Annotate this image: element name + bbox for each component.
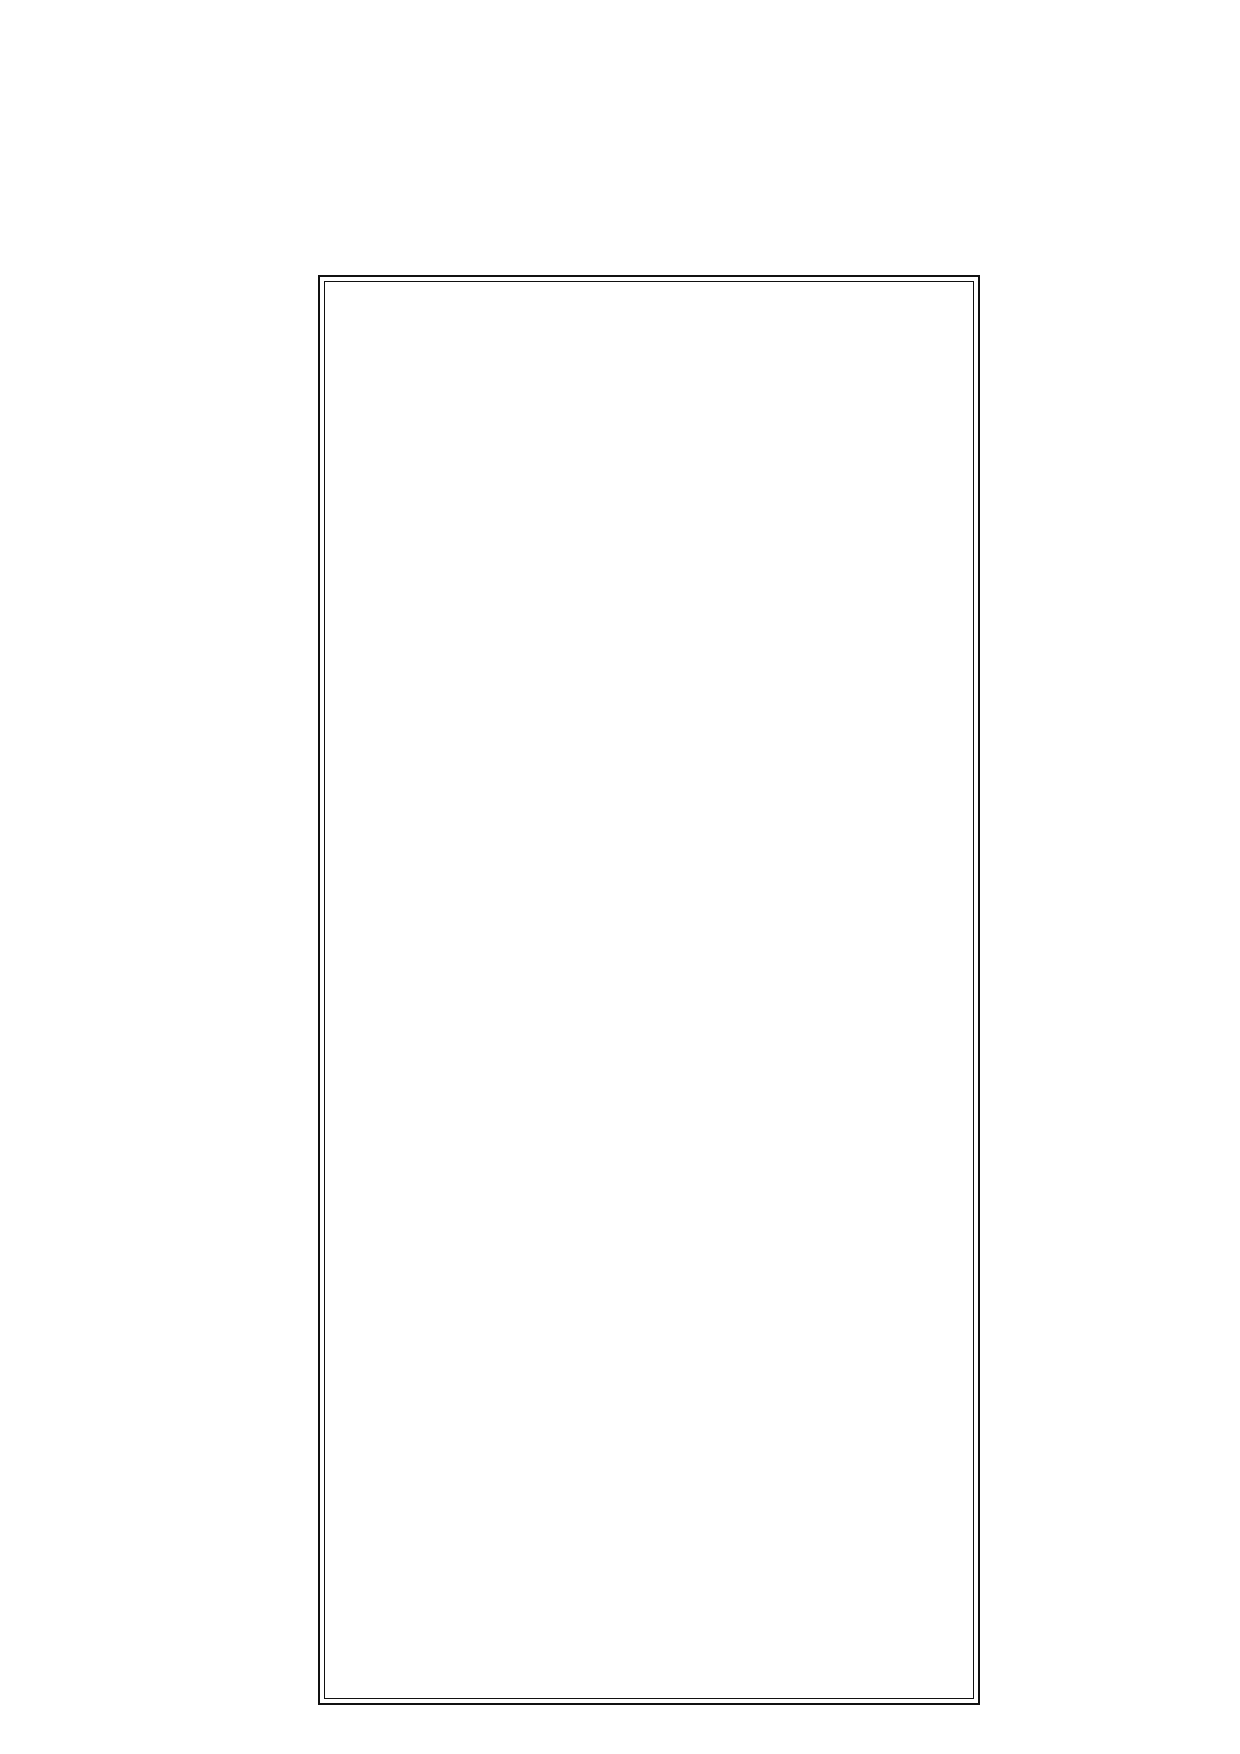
side-commentary xyxy=(990,270,1102,1700)
main-text-frame xyxy=(318,275,980,1705)
